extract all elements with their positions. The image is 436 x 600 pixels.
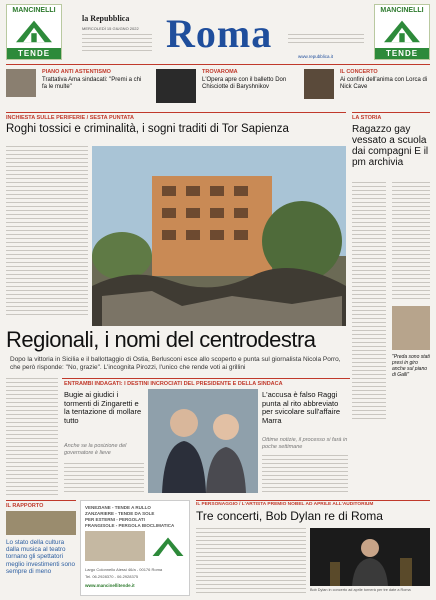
center-ad-line-1: VENEZIANE - TENDE A RULLO (85, 505, 151, 510)
tent-logo-icon (151, 533, 185, 559)
dylan-photo (310, 528, 430, 586)
tent-logo-icon (12, 17, 56, 44)
investigation-left-title[interactable]: Bugie ai giudici i tormenti di Zingaretti e la tentazione di mollare tutto (64, 390, 142, 425)
report-box (6, 500, 76, 596)
investigation-right-body (262, 455, 348, 493)
teaser-2-kicker: TROVAROMA (202, 69, 238, 75)
masthead (66, 4, 370, 60)
center-ad-line-3: PER ESTERNI - PERGOLATI (85, 517, 145, 522)
tor-sapienza-photo (92, 146, 346, 326)
investigation-right-title[interactable]: L'accusa è falso Raggi punta al rito abbreviato per svicolare sull'affaire Marra (262, 390, 340, 425)
concert-title[interactable]: Tre concerti, Bob Dylan re di Roma (196, 509, 383, 523)
concert-body (196, 528, 306, 594)
inquiry-kicker: INCHIESTA SULLE PERIFERIE / SESTA PUNTATA (6, 115, 135, 121)
teaser-strip (6, 64, 430, 110)
investigation-block (62, 378, 350, 496)
masthead-url[interactable]: www.repubblica.it (298, 54, 334, 59)
teaser-1-kicker: PIANO ANTI ASTENTISMO (42, 69, 111, 75)
report-kicker: IL RAPPORTO (6, 503, 44, 509)
masthead-date: MERCOLEDÌ 15 GIUGNO 2022 (82, 26, 139, 31)
masthead-info (82, 34, 152, 52)
left-ad-brand: MANCINELLI (12, 7, 56, 14)
paper-name[interactable]: la Repubblica (82, 14, 130, 23)
investigation-left-sub: Anche se la posizione del governatore è lieve (64, 443, 127, 456)
teaser-3-title[interactable]: Ai confini dell'anima con Lorca di Nick Cave (340, 77, 428, 90)
investigation-right-sub: Ottime notizie, il processo si farà in poche settimane (262, 437, 348, 450)
teaser-1-title[interactable]: Trattativa Ama sindacati: "Premi a chi fa le multe" (42, 77, 142, 90)
sidebar-kicker: LA STORIA (352, 115, 382, 121)
dylan-caption: Bob Dylan in concerto ad aprile tornerà per tre date a Roma (310, 588, 411, 592)
sidebar-photo (392, 306, 430, 350)
right-ad[interactable] (374, 4, 430, 60)
center-ad-phone: Tel. 06.2928370 - 06.2928375 (85, 574, 139, 579)
center-ad-address: Largo Colonnello Alessi 46/a - 00176 Roma (85, 567, 163, 572)
report-photo (6, 511, 76, 535)
left-ad[interactable] (6, 4, 62, 60)
left-column-body (6, 378, 58, 496)
right-ad-label: TENDE (375, 48, 429, 59)
sidebar-body-2 (392, 182, 430, 302)
section-title: Roma (166, 11, 273, 56)
inquiry-title[interactable]: Roghi tossici e criminalità, i sogni traditi di Tor Sapienza (6, 123, 289, 135)
teaser-photo-2 (156, 69, 196, 103)
teaser-2-title[interactable]: L'Opera apre con il balletto Don Chisciotte di Baryshnikov (202, 77, 287, 90)
main-subtitle: Dopo la vittoria in Sicilia e il ballottaggio di Ostia, Berlusconi esce allo scoperto e punta sul giornalista Nicola Porro, che però risponde: "No, grazie". L'incognita Pirozzi, l'unico che rende voti ai grillini (10, 356, 341, 371)
investigation-left-body (64, 463, 144, 493)
center-ad-web[interactable]: www.mancinellitende.it (85, 583, 135, 588)
sidebar-body (352, 182, 386, 422)
investigation-kicker: ENTRAMBI INDAGATI: I DESTINI INCROCIATI DEL PRESIDENTE E DELLA SINDACA (64, 381, 283, 387)
center-ad-photo (85, 531, 145, 561)
inquiry-body (6, 146, 88, 318)
tent-logo-icon (380, 17, 424, 44)
concert-kicker: IL PERSONAGGIO / L'ARTISTA PREMIO NOBEL AD APRILE ALL'AUDITORIUM (196, 502, 374, 507)
right-ad-brand: MANCINELLI (380, 7, 424, 14)
left-ad-label: TENDE (7, 48, 61, 59)
report-title[interactable]: Lo stato della cultura dalla musica al teatro tornano gli spettatori meglio investimenti sono sempre di meno (6, 539, 75, 575)
sidebar-quote: "Preda sono stati presi in giro anche sul piano di Galli" (392, 354, 430, 378)
concert-rule (196, 500, 430, 501)
teaser-photo-3 (304, 69, 334, 99)
main-title[interactable]: Regionali, i nomi del centrodestra (6, 327, 316, 352)
center-ad-line-4: FRANGISOLE - PERGOLA BIOCLIMATICA (85, 523, 175, 528)
teaser-3-kicker: IL CONCERTO (340, 69, 378, 75)
inquiry-rule (6, 112, 346, 113)
sidebar-title[interactable]: Ragazzo gay vessato a scuola dai compagni E il pm archivia (352, 124, 429, 168)
teaser-photo-1 (6, 69, 36, 97)
sidebar-rule (352, 112, 430, 113)
politicians-photo (148, 389, 258, 493)
masthead-contacts (288, 34, 364, 46)
center-ad-line-2: ZANZARIERE - TENDE DA SOLE (85, 511, 155, 516)
center-ad[interactable] (80, 500, 190, 596)
